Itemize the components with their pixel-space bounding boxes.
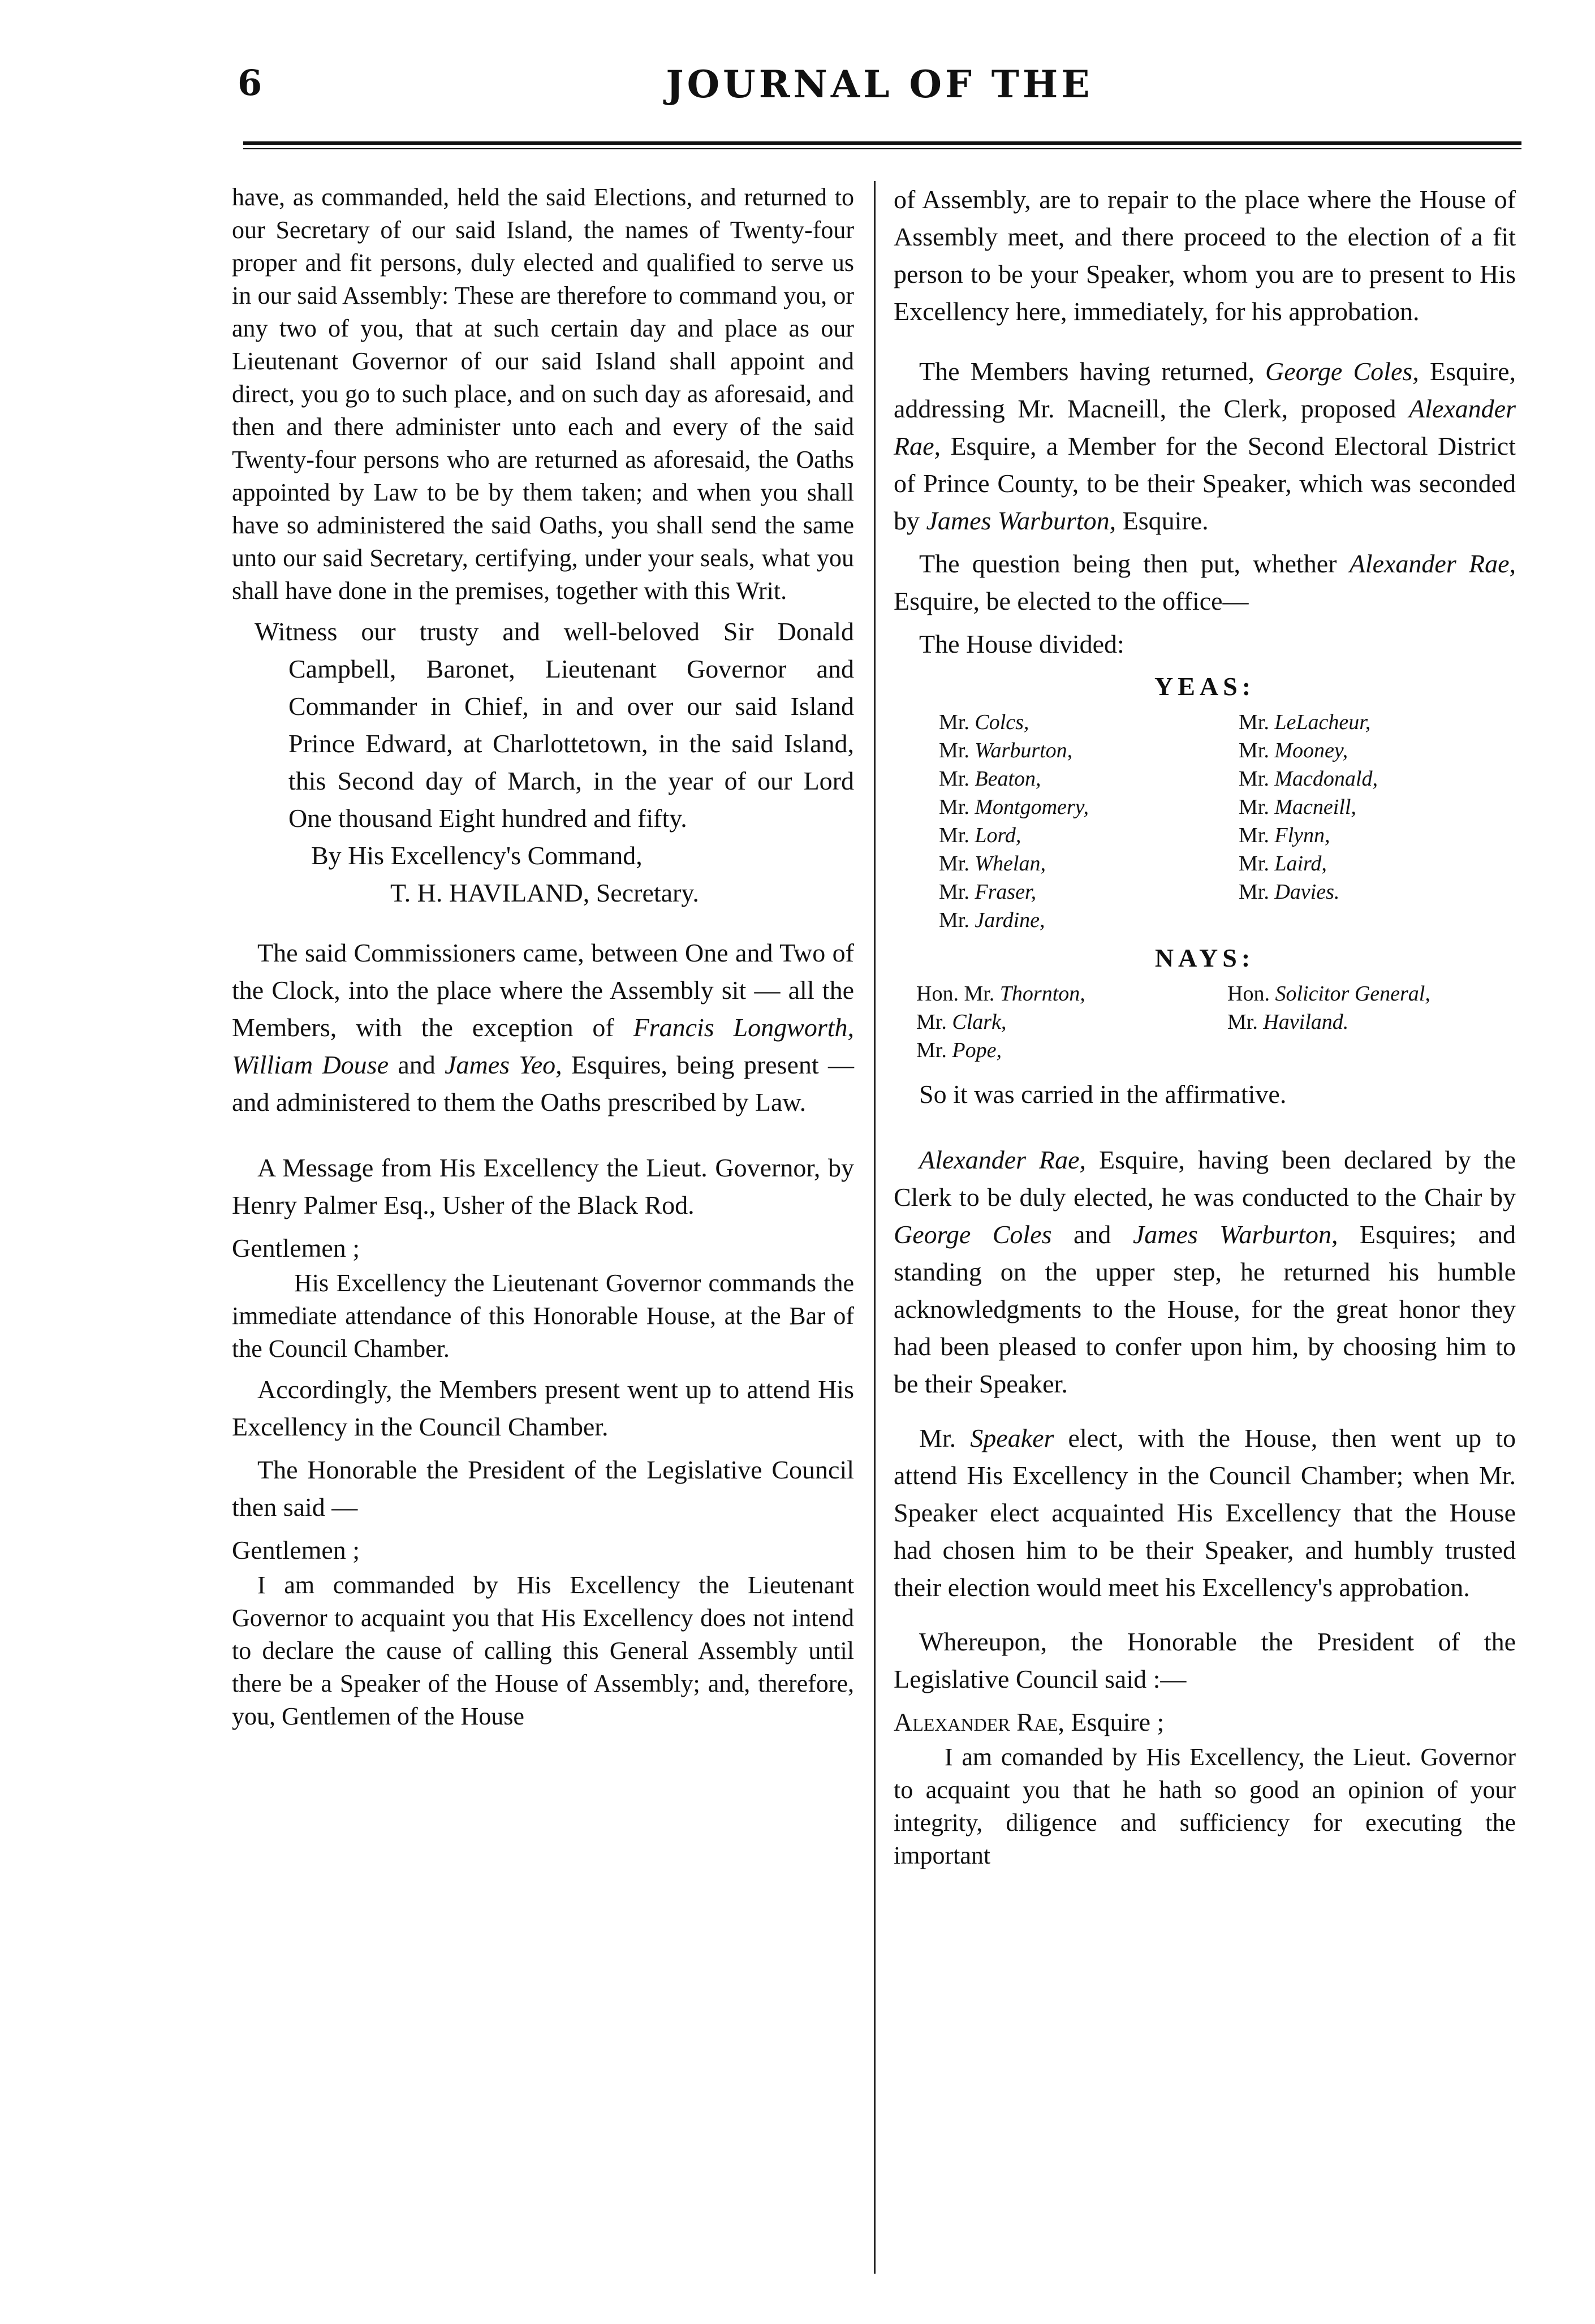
speaker-elect-paragraph: Mr. Speaker elect, with the House, then went up to attend His Excellency in the Council Chamber; when Mr. Speaker elect acquainted His Excellency that the House had chosen him to be their Speaker, and humbly trusted their election would meet his Excellency's approbation. [894,1424,1516,1602]
message-paragraph: A Message from His Excellency the Lieut. Governor, by Henry Palmer Esq., Usher of the Black Rod. [232,1153,854,1219]
header-rule [243,141,1521,145]
address-line: Alexander Rae, Esquire ; [894,1708,1165,1736]
question-paragraph: The question being then put, whether Alexander Rae, Esquire, be elected to the office— [894,549,1516,615]
page-header [238,62,1521,124]
yeas-list [894,708,1516,934]
yeas-member: Mr. Whelan, [939,852,1046,876]
elected-paragraph: Alexander Rae, Esquire, having been declared by the Clerk to be duly elected, he was conducted to the Chair by George Coles and James Warburton, Esquires; and standing on the upper step, he returned his humble acknowledgments to the House, for the great honor they had been pleased to confer upon him, by choosing him to be their Speaker. [894,1145,1516,1398]
house-divided: The House divided: [919,629,1124,658]
absent-name-yeo: James Yeo, [445,1050,562,1079]
nays-member: Mr. Clark, [916,1010,1007,1034]
salutation: Gentlemen ; [232,1234,360,1262]
yeas-member: Mr. Montgomery, [939,795,1089,819]
yeas-member: Mr. Macneill, [1239,795,1356,819]
yeas-member: Mr. Lord, [939,823,1021,847]
assembly-paragraph: of Assembly, are to repair to the place where the House of Assembly meet, and there proceed to the election of a fit person to be your Speaker, whom you are to present to His Excellency here, immediately, for his approbation. [894,185,1516,326]
nays-list [894,980,1516,1064]
members-returned-paragraph: The Members having returned, George Coles, Esquire, addressing Mr. Macneill, the Clerk, proposed Alexander Rae, Esquire, a Member for the Second Electoral District of Prince County, to be their Speaker, which was seconded by James Warburton, Esquire. [894,357,1516,535]
yeas-member: Mr. Mooney, [1239,739,1348,762]
header-rule-thin [243,148,1521,149]
yeas-member: Mr. Laird, [1239,852,1327,876]
president-paragraph: The Honorable the President of the Legislative Council then said — [232,1455,854,1521]
yeas-member: Mr. Macdonald, [1239,767,1378,791]
accordingly-paragraph: Accordingly, the Members present went up to attend His Excellency in the Council Chamber. [232,1375,854,1441]
yeas-member: Mr. Beaton, [939,767,1041,791]
secretary-signature: T. H. HAVILAND, Secretary. [390,878,699,907]
nays-member: Hon. Mr. Thornton, [916,982,1085,1006]
nays-member: Mr. Haviland. [1227,1010,1349,1034]
nays-member: Mr. Pope, [916,1038,1002,1062]
yeas-member: Mr. Jardine, [939,908,1045,932]
right-column [894,181,1516,1878]
writ-paragraph: have, as commanded, held the said Elections, and returned to our Secretary of our said Island, the names of Twenty-four proper and fit persons, duly elected and qualified to serve us in our said Assembly: These are therefore to command you, or any two of you, that at such certain day and place as our Lieutenant Governor of our said Island shall appoint and direct, you go to such place, and on such day as aforesaid, and then and there administer unto each and every of the said Twenty-four persons who are returned as aforesaid, the Oaths appointed by Law to be by them taken; and when you shall have so administered the said Oaths, you shall send the same unto our said Secretary, certifying, under your seals, what you shall have done in the premises, together with this Writ. [232,183,854,605]
command-line: By His Excellency's Command, [311,841,643,870]
witness-paragraph: Witness our trusty and well-beloved Sir Donald Campbell, Baronet, Lieutenant Governor and Commander in Chief, in and over our said Island Prince Edward, at Charlottetown, in the said Island, this Second day of March, in the year of our Lord One thousand Eight hundred and fifty. [255,617,854,833]
yeas-member: Mr. Fraser, [939,880,1037,904]
yeas-member: Mr. Flynn, [1239,823,1330,847]
page-number: 6 [238,62,262,104]
yeas-member: Mr. Davies. [1239,880,1340,904]
nays-heading: NAYS: [1154,943,1255,972]
attendance-paragraph: His Excellency the Lieutenant Governor commands the immediate attendance of this Honorable House, at the Bar of the Council Chamber. [232,1269,854,1363]
salutation-2: Gentlemen ; [232,1536,360,1564]
running-title: JOURNAL OF THE [666,62,1093,106]
yeas-member: Mr. Colcs, [939,710,1029,734]
left-column [232,181,854,1739]
whereupon-paragraph: Whereupon, the Honorable the President of the Legislative Council said :— [894,1627,1516,1693]
absent-names: Francis Longworth, William Douse [232,1013,855,1079]
yeas-heading: YEAS: [1154,672,1256,701]
yeas-left-column [939,708,1216,934]
nays-member: Hon. Solicitor General, [1227,982,1430,1006]
yeas-member: Mr. LeLacheur, [1239,710,1371,734]
column-divider [874,181,876,2274]
yeas-right-column [1239,708,1516,934]
comanded-paragraph: I am comanded by His Excellency, the Lieut. Governor to acquaint you that he hath so good an opinion of your integrity, diligence and sufficiency for executing the important [894,1743,1516,1869]
carried-line: So it was carried in the affirmative. [919,1080,1287,1109]
commissioners-paragraph: The said Commissioners came, between One and Two of the Clock, into the place where the Assembly sit — all the Members, with the exception of Francis Longworth, William Douse and James Yeo, Esquires, being present — and administered to them the Oaths prescribed by Law. [232,938,855,1116]
commanded-paragraph: I am commanded by His Excellency the Lieutenant Governor to acquaint you that His Excellency does not intend to declare the cause of calling this General Assembly until there be a Speaker of the House of Assembly; and, therefore, you, Gentlemen of the House [232,1571,854,1730]
yeas-member: Mr. Warburton, [939,739,1073,762]
